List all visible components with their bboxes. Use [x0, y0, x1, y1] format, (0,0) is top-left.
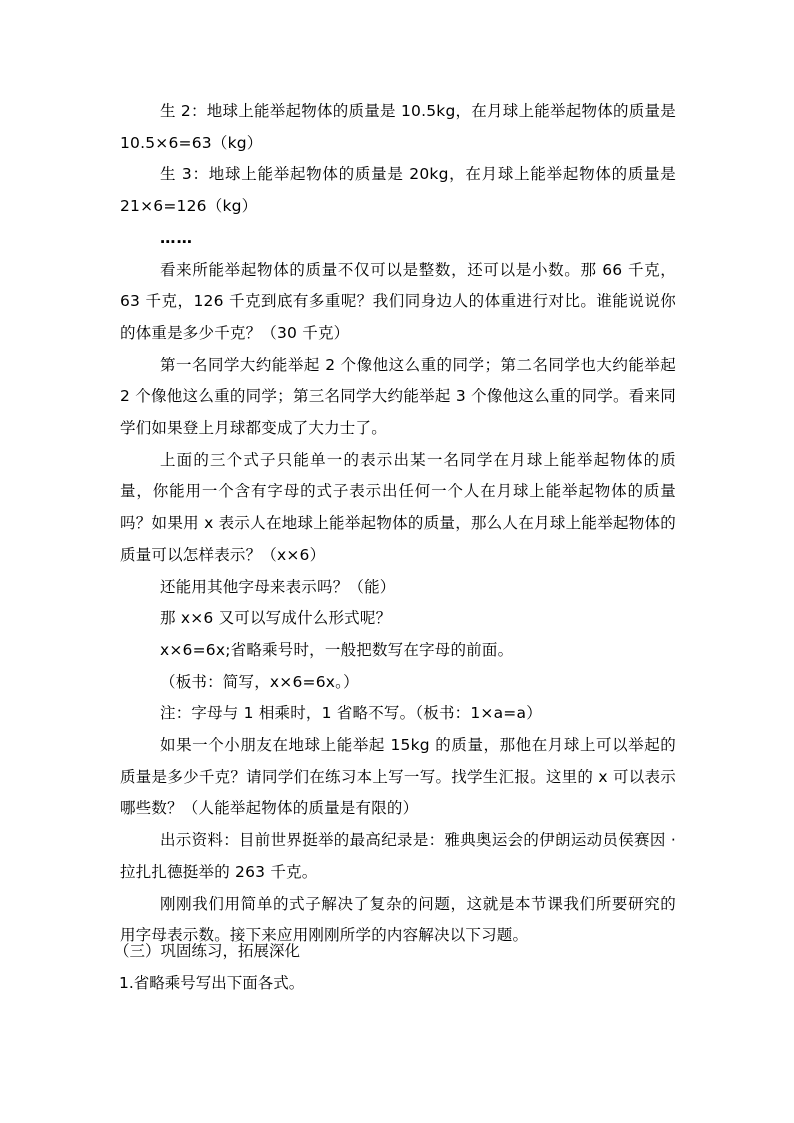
paragraph-note-one: 注：字母与 1 相乘时，1 省略不写。（板书：1×a=a） — [160, 704, 542, 723]
paragraph-board-note-1: （板书：简写，x×6=6x。） — [160, 672, 359, 691]
section-heading-practice: （三）巩固练习，拓展深化 — [114, 942, 301, 960]
paragraph-classmates: 第一名同学大约能举起 2 个像他这么重的同学；第二名同学也大约能举起 2 个像他这么重的同学；第三名同学大约能举起 3 个像他这么重的同学。看来同学们如果登上月球都变成了大力士了。 — [120, 355, 676, 438]
paragraph-15kg-question: 如果一个小朋友在地球上能举起 15kg 的质量，那他在月球上可以举起的质量是多少千克？请同学们在练习本上写一写。找学生汇报。这里的 x 可以表示哪些数？（人能举起物体的质量是有限的） — [120, 736, 676, 818]
paragraph-world-record: 出示资料：目前世界挺举的最高纪录是：雅典奥运会的伊朗运动员侯赛因 · 拉扎扎德挺举的 263 千克。 — [120, 831, 676, 881]
section-block — [114, 936, 714, 999]
paragraph-letter-expression: 上面的三个式子只能单一的表示出某一名同学在月球上能举起物体的质量，你能用一个含有字母的式子表示出任何一个人在月球上能举起物体的质量吗？如果用 x 表示人在地球上能举起物体的质量，那么人在月球上能举起物体的质量可以怎样表示？（x×6） — [120, 450, 676, 564]
paragraph-other-letters: 还能用其他字母来表示吗？（能） — [160, 577, 396, 596]
paragraph-other-form: 那 x×6 又可以写成什么形式呢？ — [160, 609, 392, 628]
paragraph-student-3: 生 3：地球上能举起物体的质量是 20kg，在月球上能举起物体的质量是 21×6=126（kg） — [120, 165, 676, 216]
paragraph-ellipsis: …… — [160, 228, 193, 247]
paragraph-summary: 刚刚我们用简单的式子解决了复杂的问题，这就是本节课我们所要研究的用字母表示数。接下来应用刚刚所学的内容解决以下习题。 — [120, 894, 676, 945]
paragraph-weight-comparison: 看来所能举起物体的质量不仅可以是整数，还可以是小数。那 66 千克，63 千克，126 千克到底有多重呢？我们同身边人的体重进行对比。谁能说说你的体重是多少千克？（30 千克） — [120, 260, 676, 342]
paragraph-student-2: 生 2：地球上能举起物体的质量是 10.5kg，在月球上能举起物体的质量是 10.5×6=63（kg） — [120, 102, 676, 152]
document-body — [120, 96, 676, 952]
paragraph-omit-sign: x×6=6x;省略乘号时，一般把数写在字母的前面。 — [160, 640, 514, 659]
exercise-1-heading: 1.省略乘号写出下面各式。 — [119, 973, 305, 992]
